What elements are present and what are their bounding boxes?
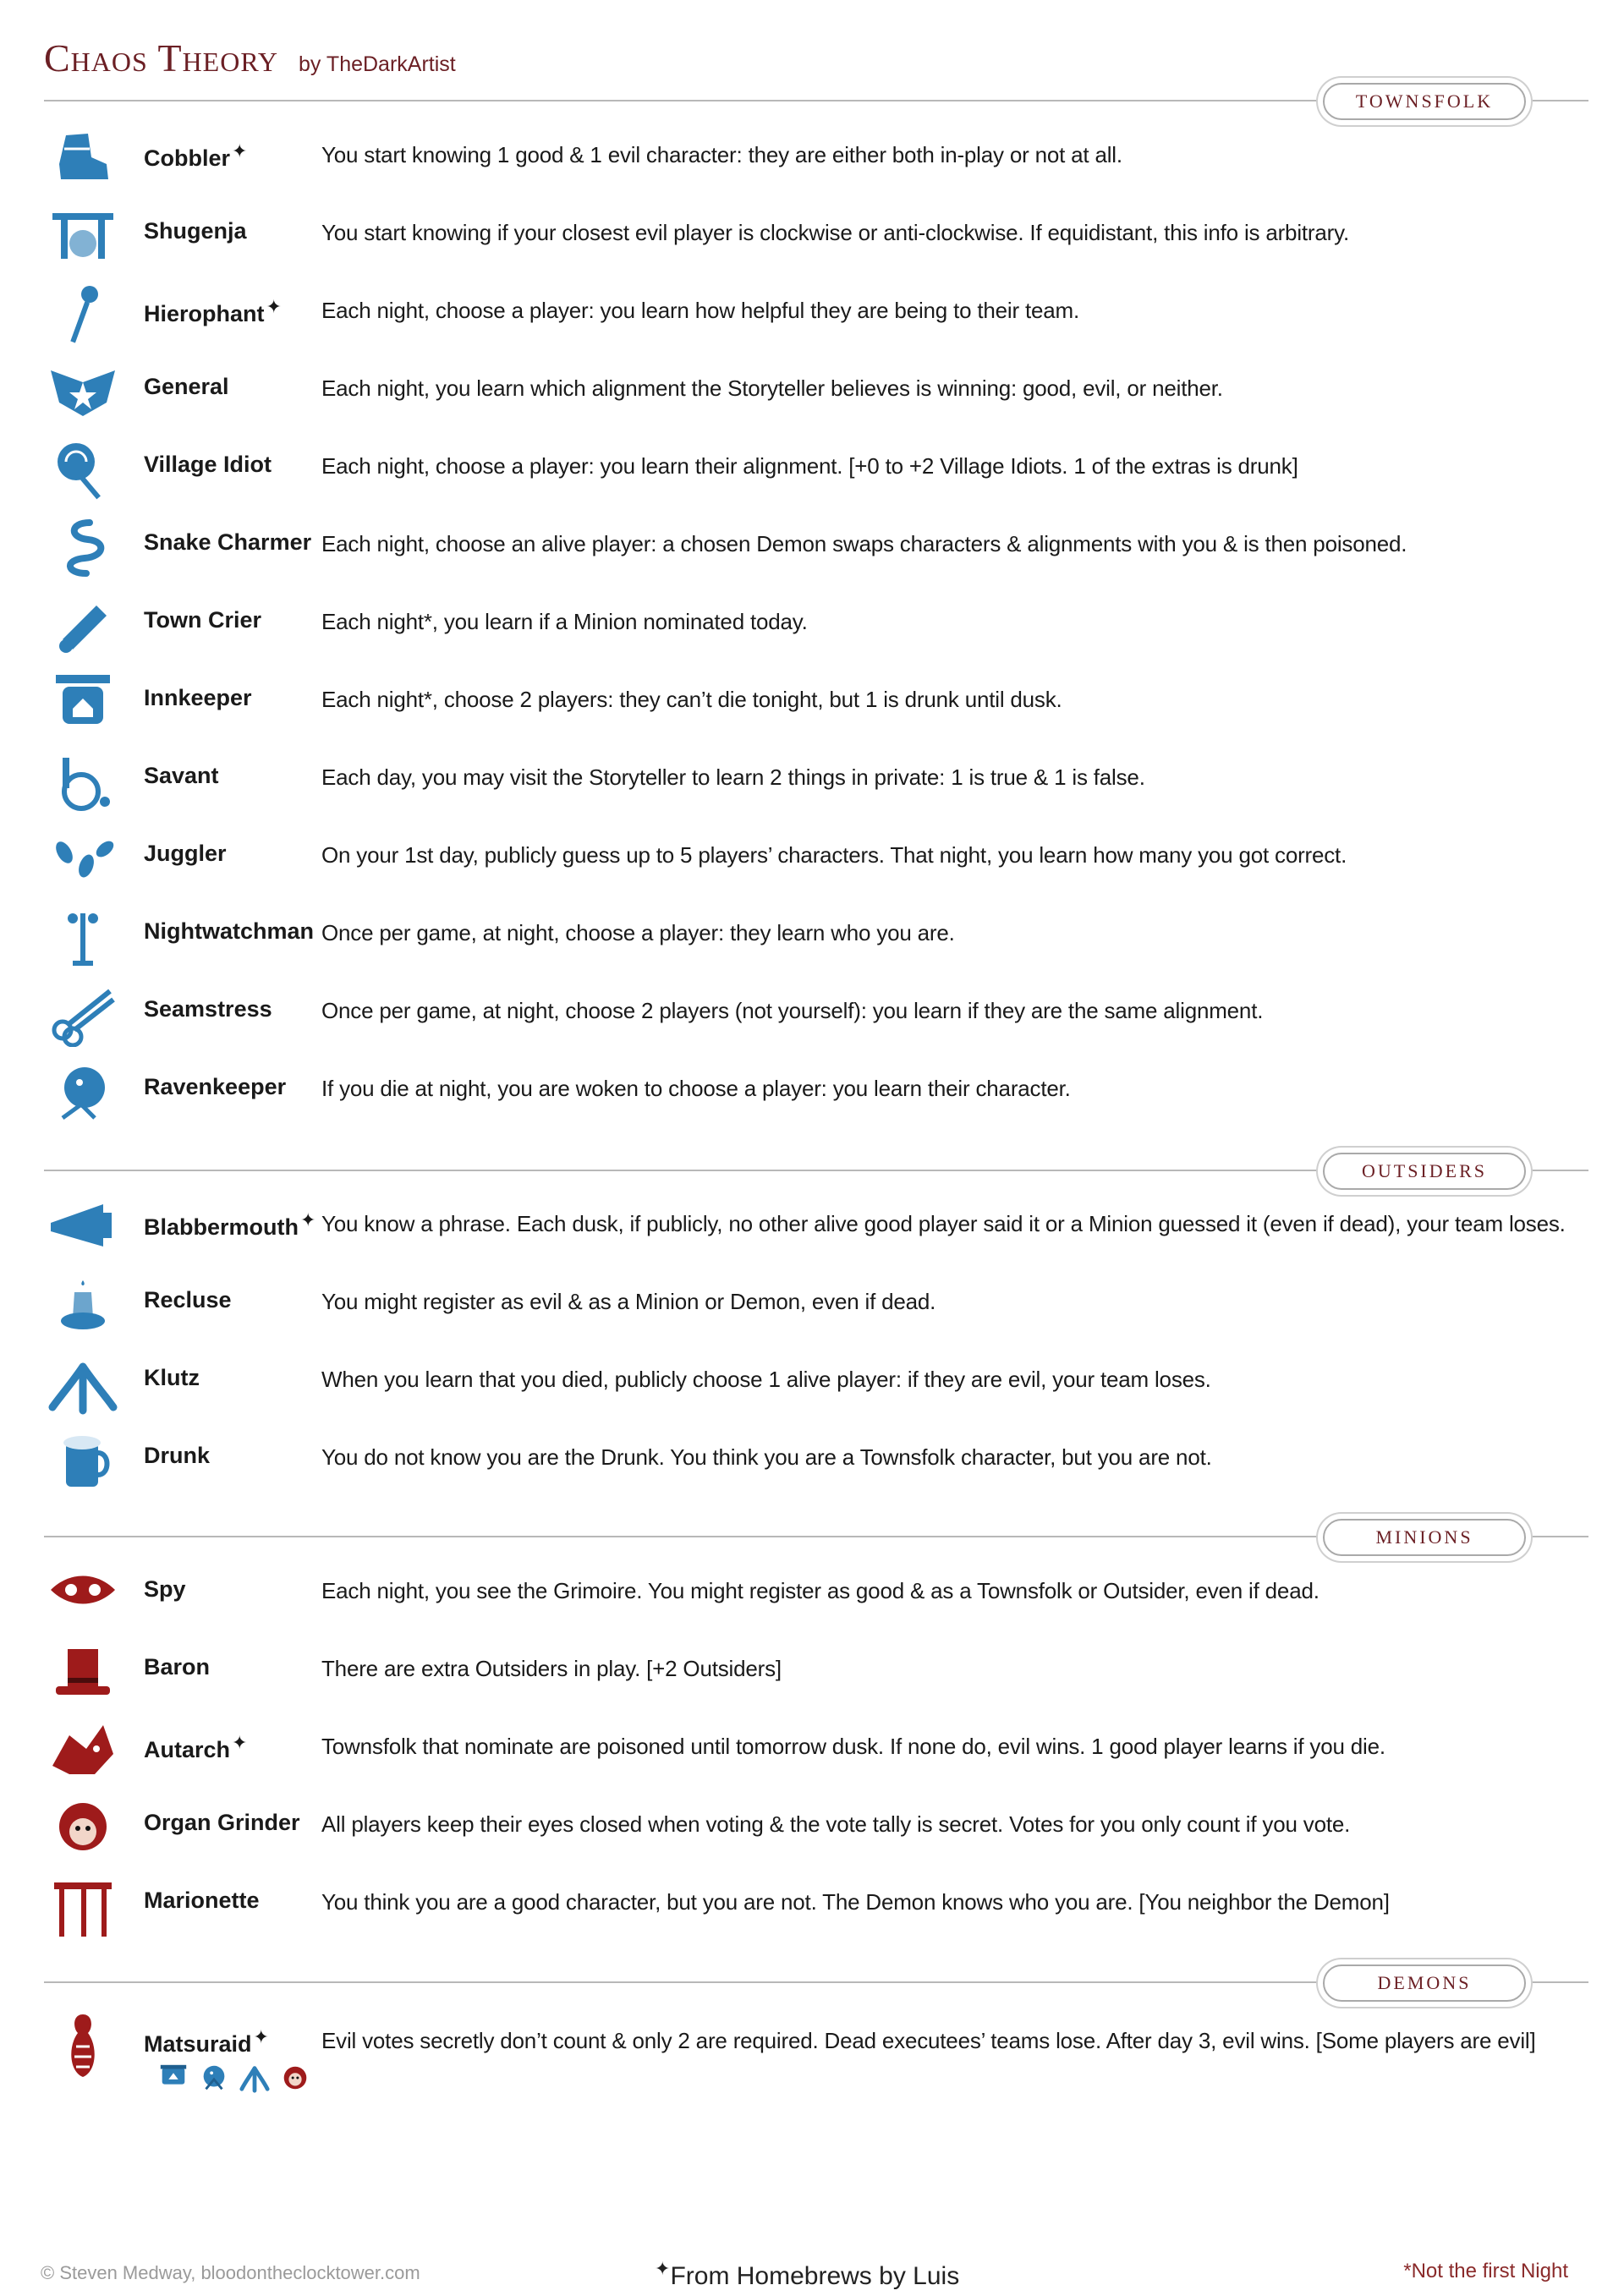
character-name <box>144 841 227 867</box>
outsiders-row <box>44 1189 1588 1263</box>
character-token <box>44 901 122 969</box>
character-token <box>44 279 122 347</box>
character-token <box>44 1715 122 1783</box>
townsfolk-section-tag <box>1323 83 1526 120</box>
minions-row <box>44 1712 1588 1786</box>
demons-heading: DEMONS <box>1377 1972 1472 1993</box>
character-token <box>44 1637 122 1705</box>
character-name-text: Savant <box>144 763 219 788</box>
character-token <box>44 746 122 814</box>
character-name <box>144 1654 210 1680</box>
character-token <box>44 123 122 191</box>
dragon-icon <box>44 1715 122 1783</box>
staff-icon <box>44 279 122 347</box>
character-ability: Each night, you see the Grimoire. You might register as good & as a Townsfolk or Outsider, even if dead. <box>321 1578 1320 1603</box>
character-name <box>144 1287 232 1313</box>
character-name-text: Ravenkeeper <box>144 1074 287 1099</box>
character-name-text: Organ Grinder <box>144 1810 300 1835</box>
minions-section-tag <box>1323 1519 1526 1556</box>
character-name-text: General <box>144 374 229 399</box>
lollipop-icon <box>44 435 122 502</box>
character-name <box>144 529 311 556</box>
first-night-note: *Not the first Night <box>1403 2260 1568 2282</box>
script-title: Chaos Theory <box>44 36 279 79</box>
monkey-icon <box>279 2062 311 2094</box>
character-name <box>144 374 229 400</box>
character-name <box>144 996 272 1022</box>
character-token <box>44 512 122 580</box>
monkey-icon <box>44 1793 122 1860</box>
minions-row <box>44 1634 1588 1708</box>
character-name <box>144 2026 269 2058</box>
homebrew-star-icon: ✦ <box>300 1209 316 1230</box>
character-ability: You start knowing if your closest evil player is clockwise or anti-clockwise. If equidistant, this info is arbitrary. <box>321 220 1349 245</box>
beer-mug-icon <box>44 1426 122 1493</box>
character-ability: When you learn that you died, publicly choose 1 alive player: if they are evil, your team loses. <box>321 1367 1211 1392</box>
oil-lamp-icon <box>44 1270 122 1338</box>
townsfolk-row <box>44 665 1588 739</box>
homebrew-star-icon: ✦ <box>232 140 248 162</box>
scissors-icon <box>44 979 122 1047</box>
townsfolk-row <box>44 976 1588 1050</box>
homebrew-note-text: From Homebrews by Luis <box>670 2262 960 2290</box>
character-name <box>144 763 219 789</box>
character-name-text: Hierophant <box>144 301 265 326</box>
character-name <box>144 1576 186 1603</box>
homebrew-star-glyph: ✦ <box>655 2258 671 2279</box>
outsiders-row <box>44 1422 1588 1497</box>
outsiders-row <box>44 1267 1588 1341</box>
spy-mask-icon <box>44 1559 122 1627</box>
snake-icon <box>44 512 122 580</box>
townsfolk-row <box>44 509 1588 584</box>
character-token <box>44 668 122 736</box>
townsfolk-row <box>44 820 1588 895</box>
character-name <box>144 296 282 327</box>
character-name <box>144 1074 286 1100</box>
character-name <box>144 1732 247 1763</box>
character-ability: If you die at night, you are woken to choose a player: you learn their character. <box>321 1076 1071 1101</box>
script-author: by TheDarkArtist <box>299 52 456 76</box>
banana-peel-icon <box>239 2062 271 2094</box>
character-name-text: Town Crier <box>144 607 262 633</box>
minions-row <box>44 1789 1588 1864</box>
character-token <box>44 590 122 658</box>
character-name <box>144 218 247 244</box>
character-token <box>44 1559 122 1627</box>
banana-peel-icon <box>44 1348 122 1416</box>
character-name-text: Shugenja <box>144 218 247 244</box>
townsfolk-row <box>44 431 1588 506</box>
character-name-text: Juggler <box>144 841 227 866</box>
character-name <box>144 607 261 633</box>
character-ability: You do not know you are the Drunk. You think you are a Townsfolk character, but you are not. <box>321 1444 1212 1470</box>
megaphone-icon <box>44 1192 122 1260</box>
homebrew-star-icon: ✦ <box>253 2026 269 2047</box>
character-name-text: Matsuraid <box>144 2031 252 2057</box>
minions-heading: MINIONS <box>1375 1526 1473 1548</box>
character-name-text: Spy <box>144 1576 186 1602</box>
copyright-note: © Steven Medway, bloodontheclocktower.com <box>41 2262 420 2283</box>
outsiders-heading: OUTSIDERS <box>1361 1160 1487 1181</box>
star-badge-icon <box>44 357 122 425</box>
townsfolk-heading: TOWNSFOLK <box>1355 90 1494 112</box>
townsfolk-row <box>44 743 1588 817</box>
character-ability: Townsfolk that nominate are poisoned until tomorrow dusk. If none do, evil wins. 1 good player learns if you die. <box>321 1734 1385 1759</box>
townsfolk-row <box>44 120 1588 195</box>
puppet-frame-icon <box>44 1871 122 1938</box>
character-name-text: Nightwatchman <box>144 918 315 944</box>
character-token <box>44 357 122 425</box>
character-ability: Once per game, at night, choose a player: they learn who you are. <box>321 920 955 945</box>
character-name-text: Klutz <box>144 1365 200 1390</box>
demons-section-tag <box>1323 1964 1526 2002</box>
character-name <box>144 1443 210 1469</box>
raven-icon <box>198 2062 230 2094</box>
townsfolk-row <box>44 276 1588 350</box>
townsfolk-row <box>44 198 1588 272</box>
jinx-icons <box>157 2062 311 2094</box>
character-ability: All players keep their eyes closed when voting & the vote tally is secret. Votes for you only count if you vote. <box>321 1811 1351 1837</box>
homebrew-star-icon: ✦ <box>266 296 282 317</box>
skittle-icon <box>44 2009 122 2077</box>
character-ability: You start knowing 1 good & 1 evil character: they are either both in-play or not at all. <box>321 142 1122 167</box>
homebrew-note <box>653 2258 959 2291</box>
homebrew-star-icon: ✦ <box>232 1732 248 1753</box>
character-name <box>144 1365 200 1391</box>
character-ability: Each day, you may visit the Storyteller to learn 2 things in private: 1 is true & 1 is false. <box>321 764 1145 790</box>
character-ability: On your 1st day, publicly guess up to 5 players’ characters. That night, you learn how many you got correct. <box>321 842 1347 868</box>
character-name <box>144 685 252 711</box>
townsfolk-row <box>44 587 1588 661</box>
outsiders-section-tag <box>1323 1153 1526 1190</box>
character-name-text: Snake Charmer <box>144 529 312 555</box>
juggling-pins-icon <box>44 824 122 891</box>
character-token <box>44 435 122 502</box>
character-name <box>144 140 247 172</box>
character-name-text: Innkeeper <box>144 685 252 710</box>
character-token <box>44 201 122 269</box>
character-name-text: Cobbler <box>144 145 231 171</box>
bell-icon <box>44 590 122 658</box>
character-name <box>144 1209 315 1241</box>
character-token <box>44 1348 122 1416</box>
character-ability: Each night, choose a player: you learn their alignment. [+0 to +2 Village Idiots. 1 of the extras is drunk] <box>321 453 1298 479</box>
character-name-text: Seamstress <box>144 996 272 1022</box>
character-name-text: Autarch <box>144 1737 231 1762</box>
character-token <box>44 824 122 891</box>
character-ability: Once per game, at night, choose 2 players (not yourself): you learn if they are the same alignment. <box>321 998 1264 1023</box>
character-ability: You might register as evil & as a Minion or Demon, even if dead. <box>321 1289 936 1314</box>
boot-icon <box>44 123 122 191</box>
character-ability: Each night, choose a player: you learn how helpful they are being to their team. <box>321 298 1080 323</box>
character-ability: There are extra Outsiders in play. [+2 Outsiders] <box>321 1656 782 1681</box>
character-ability: You think you are a good character, but you are not. The Demon knows who you are. [You neighbor the Demon] <box>321 1889 1390 1915</box>
character-token <box>44 979 122 1047</box>
character-ability: Each night, choose an alive player: a chosen Demon swaps characters & alignments with you & is then poisoned. <box>321 531 1407 556</box>
character-token <box>44 1270 122 1338</box>
outsiders-row <box>44 1345 1588 1419</box>
character-name-text: Drunk <box>144 1443 211 1468</box>
character-token <box>44 1793 122 1860</box>
character-name <box>144 918 314 945</box>
character-token <box>44 1426 122 1493</box>
character-ability: Each night*, choose 2 players: they can’t die tonight, but 1 is drunk until dusk. <box>321 687 1062 712</box>
top-hat-icon <box>44 1637 122 1705</box>
character-name-text: Village Idiot <box>144 452 272 477</box>
character-ability: You know a phrase. Each dusk, if publicly, no other alive good player said it or a Minion guessed it (even if dead), your team loses. <box>321 1211 1566 1236</box>
wheelchair-icon <box>44 746 122 814</box>
minions-row <box>44 1556 1588 1630</box>
raven-icon <box>44 1057 122 1125</box>
character-name-text: Recluse <box>144 1287 232 1312</box>
character-token <box>44 2009 122 2077</box>
character-ability: Each night*, you learn if a Minion nominated today. <box>321 609 808 634</box>
character-token <box>44 1871 122 1938</box>
inn-sign-icon <box>157 2062 189 2094</box>
character-name-text: Blabbermouth <box>144 1214 299 1240</box>
townsfolk-row <box>44 898 1588 973</box>
character-token <box>44 1192 122 1260</box>
character-name <box>144 452 272 478</box>
character-name <box>144 1888 260 1914</box>
character-name <box>144 1810 300 1836</box>
character-token <box>44 1057 122 1125</box>
inn-sign-icon <box>44 668 122 736</box>
character-name-text: Marionette <box>144 1888 260 1913</box>
townsfolk-row <box>44 353 1588 428</box>
character-ability: Each night, you learn which alignment the Storyteller believes is winning: good, evil, or neither. <box>321 375 1223 401</box>
page-header <box>44 36 456 86</box>
minions-row <box>44 1867 1588 1942</box>
townsfolk-row <box>44 1054 1588 1128</box>
shrine-icon <box>44 201 122 269</box>
character-ability: Evil votes secretly don’t count & only 2 are required. Dead executees’ teams lose. After day 3, evil wins. [Some players are evil] <box>321 2028 1536 2053</box>
character-name-text: Baron <box>144 1654 211 1680</box>
lamppost-icon <box>44 901 122 969</box>
